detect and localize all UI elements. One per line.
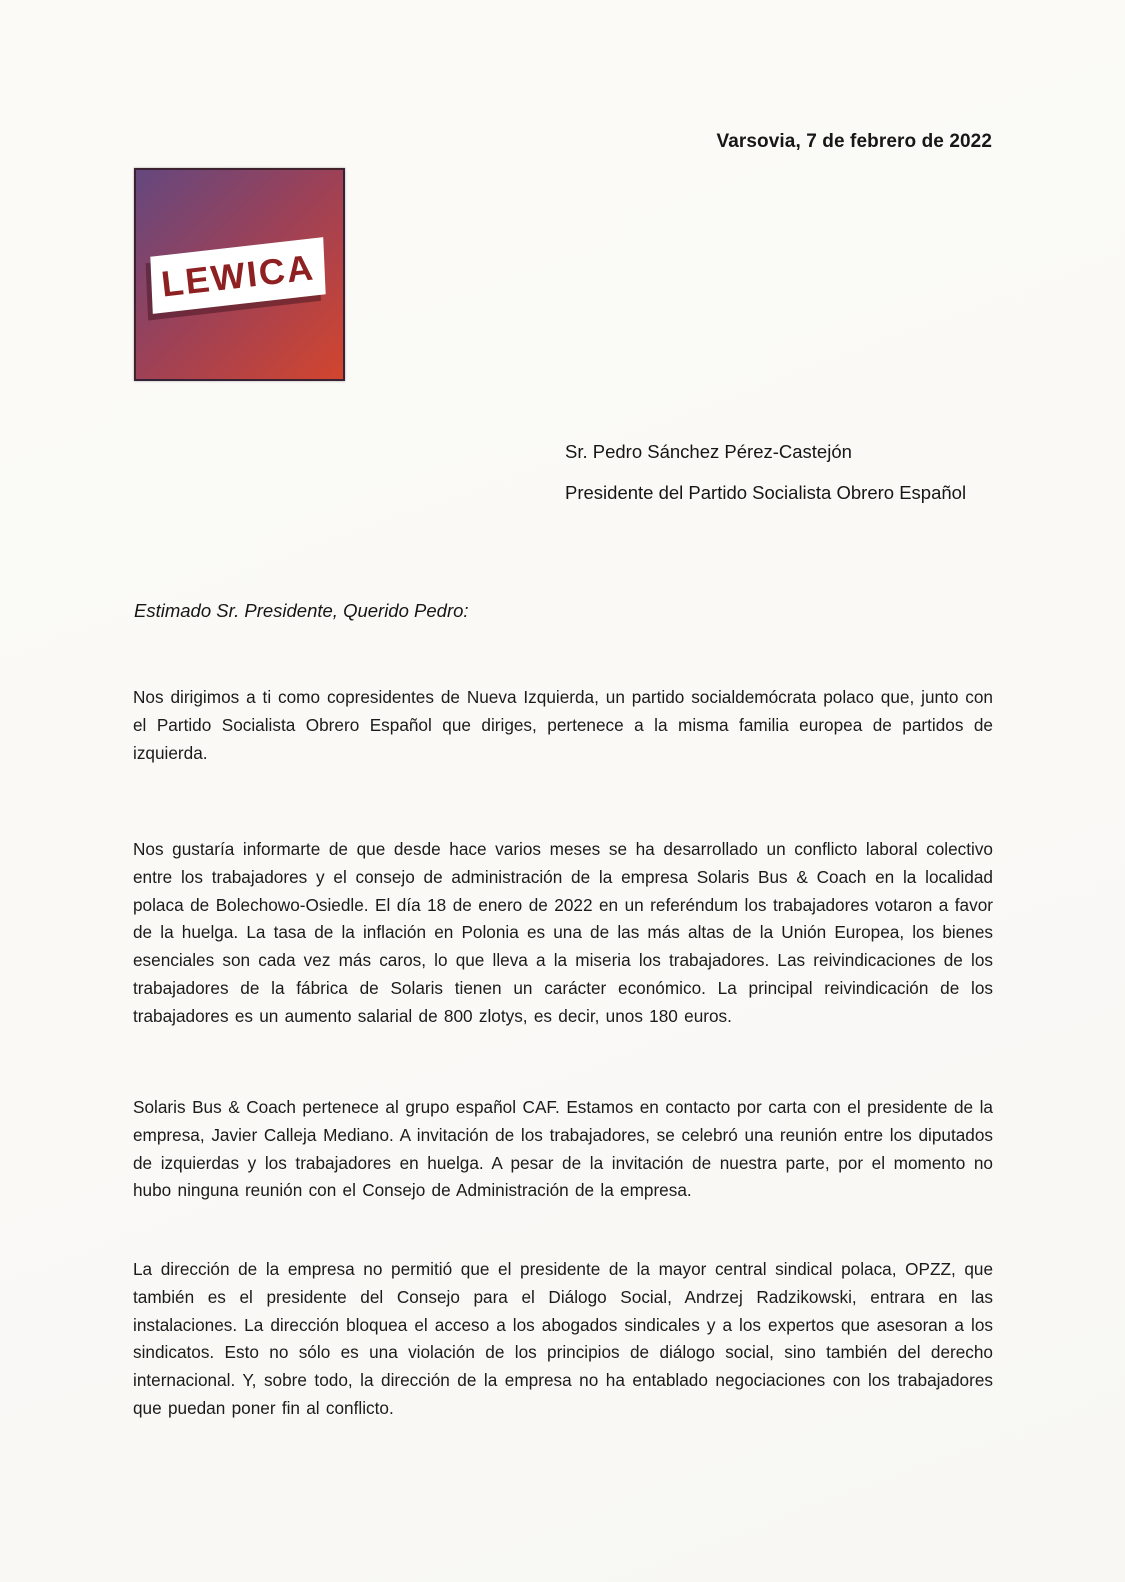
paragraph-introduction: Nos dirigimos a ti como copresidentes de Nueva Izquierda, un partido socialdemócrata polaco que, junto con el Partido Socialista Obrero Español que diriges, pertenece a la misma familia europea de partidos de izquierda. <box>133 687 993 763</box>
salutation: Estimado Sr. Presidente, Querido Pedro: <box>134 600 469 621</box>
recipient-title: Presidente del Partido Socialista Obrero Español <box>565 482 967 503</box>
paragraph-caf-contact: Solaris Bus & Coach pertenece al grupo español CAF. Estamos en contacto por carta con el presidente de la empresa, Javier Calleja Mediano. A invitación de los trabajadores, se celebró una reunión entre los diputados de izquierdas y los trabajadores en huelga. A pesar de la invitación de nuestra parte, por el momento no hubo ninguna reunión con el Consejo de Administración de la empresa. <box>133 1097 993 1201</box>
paragraph-conflict-description: Nos gustaría informarte de que desde hace varios meses se ha desarrollado un conflicto laboral colectivo entre los trabajadores y el consejo de administración de la empresa Solaris Bus & Coach en la localidad polaca de Bolechowo-Osiedle. El día 18 de enero de 2022 en un referéndum los trabajadores votaron a favor de la huelga. La tasa de la inflación en Polonia es una de las más altas de la Unión Europea, los bienes esenciales son cada vez más caros, lo que lleva a la miseria los trabajadores. Las reivindicaciones de los trabajadores de la fábrica de Solaris tienen un carácter económico. La principal reivindicación de los trabajadores es un aumento salarial de 800 zlotys, es decir, unos 180 euros. <box>133 839 993 1026</box>
date-line: Varsovia, 7 de febrero de 2022 <box>716 131 992 152</box>
lewica-logo-band <box>150 237 325 314</box>
lewica-logo-text: LEWICA <box>159 245 317 305</box>
recipient-block <box>565 431 966 513</box>
lewica-logo <box>134 168 345 381</box>
paragraph-management-actions: La dirección de la empresa no permitió que el presidente de la mayor central sindical polaca, OPZZ, que también es el presidente del Consejo para el Diálogo Social, Andrzej Radzikowski, entrara en las instalaciones. La dirección bloquea el acceso a los abogados sindicales y a los expertos que asesoran a los sindicatos. Esto no sólo es una violación de los principios de diálogo social, sino también del derecho internacional. Y, sobre todo, la dirección de la empresa no ha entablado negociaciones con los trabajadores que puedan poner fin al conflicto. <box>133 1259 993 1418</box>
recipient-name: Sr. Pedro Sánchez Pérez-Castejón <box>565 441 852 462</box>
